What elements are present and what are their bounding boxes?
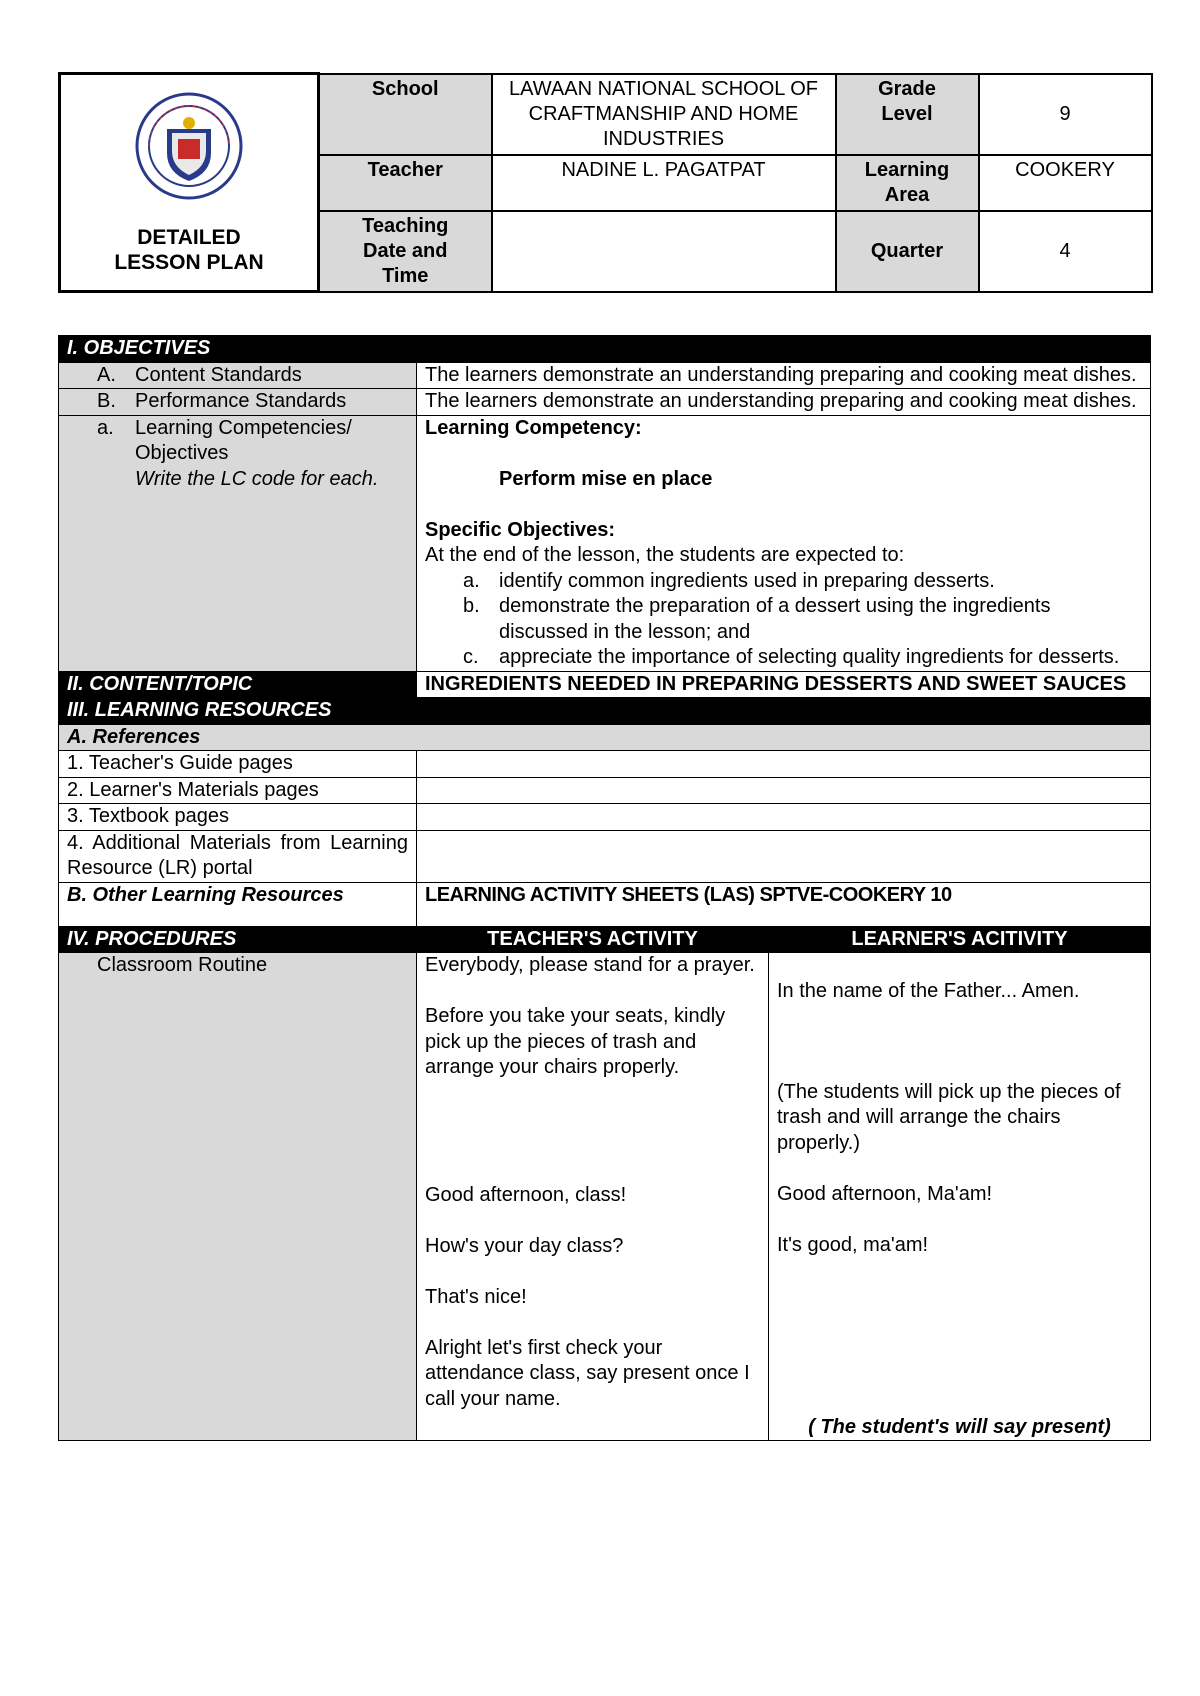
teacher-line: Alright let's first check your attendance class, say present once I call your name. xyxy=(425,1336,750,1410)
area-label: Learning Area xyxy=(836,155,979,211)
learning-competencies-note: Write the LC code for each. xyxy=(135,467,379,490)
resource-row xyxy=(59,751,1151,778)
teacher-line: Good afternoon, class! xyxy=(425,1183,627,1206)
references-band xyxy=(59,724,1151,751)
content-topic-row xyxy=(59,671,1151,698)
content-topic-value: INGREDIENTS NEEDED IN PREPARING DESSERTS AND SWEET SAUCES xyxy=(417,671,1151,698)
objective-item: c. appreciate the importance of selecting quality ingredients for desserts. xyxy=(463,646,1120,668)
resources-band xyxy=(59,698,1151,725)
lc-value: Perform mise en place xyxy=(499,467,713,490)
resource-label: 2. Learner's Materials pages xyxy=(59,777,417,804)
performance-standards-value: The learners demonstrate an understanding preparing and cooking meat dishes. xyxy=(417,389,1151,416)
learner-line: (The students will pick up the pieces of trash and will arrange the chairs properly.) xyxy=(777,1080,1121,1154)
performance-standards-marker: B. xyxy=(97,390,116,412)
resource-value xyxy=(417,804,1151,831)
learning-competencies-value xyxy=(417,415,1151,671)
other-resources-value: LEARNING ACTIVITY SHEETS (LAS) SPTVE-COOKERY 10 xyxy=(417,882,1151,926)
resource-value xyxy=(417,777,1151,804)
teacher-line: That's nice! xyxy=(425,1285,527,1308)
content-standards-value: The learners demonstrate an understanding preparing and cooking meat dishes. xyxy=(417,362,1151,389)
document-title: DETAILED LESSON PLAN xyxy=(114,226,264,274)
school-label: School xyxy=(319,74,492,155)
date-value xyxy=(492,211,836,292)
objective-item: a. identify common ingredients used in preparing desserts. xyxy=(463,569,995,592)
resource-label: 4. Additional Materials from Learning Resource (LR) portal xyxy=(59,830,417,882)
main-table xyxy=(58,335,1151,1441)
teacher-line: Everybody, please stand for a prayer. xyxy=(425,954,755,976)
learner-activity-cell xyxy=(769,953,1151,1441)
area-value: COOKERY xyxy=(979,155,1152,211)
performance-standards-label: Performance Standards xyxy=(135,390,347,412)
teacher-activity-cell xyxy=(417,953,769,1441)
lc-heading: Learning Competency: xyxy=(425,416,642,439)
procedures-band xyxy=(59,926,1151,953)
logo-cell xyxy=(60,74,319,292)
resource-label: 1. Teacher's Guide pages xyxy=(59,751,417,778)
header-table xyxy=(58,72,1153,293)
grade-value: 9 xyxy=(979,74,1152,155)
other-resources-label: B. Other Learning Resources xyxy=(59,882,417,926)
specific-objectives-heading: Specific Objectives: xyxy=(425,518,616,541)
content-standards-label: Content Standards xyxy=(135,363,302,386)
date-label: Teaching Date and Time xyxy=(319,211,492,292)
learner-line: In the name of the Father... Amen. xyxy=(777,979,1080,1002)
grade-label: Grade Level xyxy=(836,74,979,155)
deped-seal-icon xyxy=(134,91,244,201)
teacher-label: Teacher xyxy=(319,155,492,211)
quarter-label: Quarter xyxy=(836,211,979,292)
learning-competencies-row xyxy=(59,415,1151,671)
content-topic-heading: II. CONTENT/TOPIC xyxy=(59,671,417,698)
references-heading: A. References xyxy=(59,724,1151,751)
resource-row xyxy=(59,830,1151,882)
teacher-activity-heading: TEACHER'S ACTIVITY xyxy=(417,926,769,953)
classroom-routine-row xyxy=(59,953,1151,1441)
content-standards-marker: A. xyxy=(97,363,116,386)
learning-competencies-label: Learning Competencies/ Objectives xyxy=(135,416,352,464)
specific-objectives-intro: At the end of the lesson, the students are expected to: xyxy=(425,544,905,566)
performance-standards-row xyxy=(59,389,1151,416)
other-resources-row xyxy=(59,882,1151,926)
school-value: LAWAAN NATIONAL SCHOOL OF CRAFTMANSHIP AND HOME INDUSTRIES xyxy=(492,74,836,155)
resources-heading: III. LEARNING RESOURCES xyxy=(59,698,1151,725)
content-standards-row xyxy=(59,362,1151,389)
resource-value xyxy=(417,830,1151,882)
objective-item: b. demonstrate the preparation of a dessert using the ingredients discussed in the lesson; and xyxy=(463,595,1051,643)
teacher-value: NADINE L. PAGATPAT xyxy=(492,155,836,211)
resource-value xyxy=(417,751,1151,778)
learner-line: It's good, ma'am! xyxy=(777,1233,929,1256)
objectives-heading: I. OBJECTIVES xyxy=(59,336,1151,363)
quarter-value: 4 xyxy=(979,211,1152,292)
resource-row xyxy=(59,804,1151,831)
learner-line: Good afternoon, Ma'am! xyxy=(777,1182,993,1205)
teacher-line: How's your day class? xyxy=(425,1234,624,1257)
learner-line: ( The student's will say present) xyxy=(808,1415,1111,1438)
learning-competencies-marker: a. xyxy=(97,416,114,439)
teacher-line: Before you take your seats, kindly pick up the pieces of trash and arrange your chairs properly. xyxy=(425,1005,726,1078)
classroom-routine-label: Classroom Routine xyxy=(59,953,417,1441)
learner-activity-heading: LEARNER'S ACITIVITY xyxy=(769,926,1151,953)
objectives-band xyxy=(59,336,1151,363)
procedures-heading: IV. PROCEDURES xyxy=(59,926,417,953)
resource-label: 3. Textbook pages xyxy=(59,804,417,831)
resource-row xyxy=(59,777,1151,804)
